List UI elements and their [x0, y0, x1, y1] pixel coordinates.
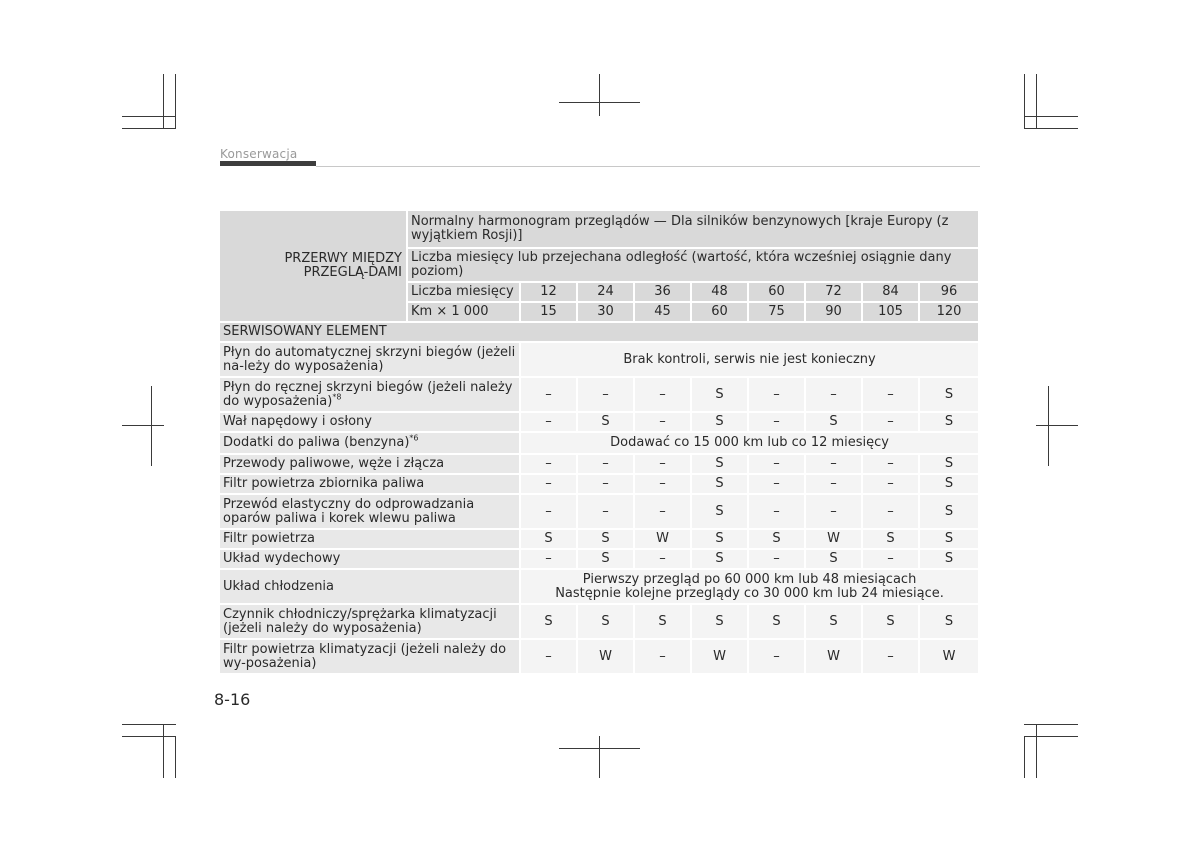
- crop-mark: [1024, 128, 1078, 129]
- section-title: Konserwacja: [220, 147, 298, 161]
- service-interval-cell: W: [578, 640, 635, 675]
- service-interval-cell: –: [749, 413, 806, 433]
- service-interval-cell: S: [692, 413, 749, 433]
- crop-mark: [1024, 74, 1025, 128]
- service-item-label: Przewód elastyczny do odprowadzania oparów paliwa i korek wlewu paliwa: [223, 496, 475, 526]
- km-value: 15: [521, 303, 578, 323]
- table-row: [220, 413, 980, 433]
- service-item-name: [220, 343, 521, 378]
- service-item-label: Układ chłodzenia: [223, 578, 335, 594]
- service-item-label: Układ wydechowy: [223, 551, 341, 566]
- service-interval-cell: S: [578, 550, 635, 570]
- service-interval-cell: S: [806, 605, 863, 640]
- months-value: 96: [920, 283, 980, 303]
- service-item-name: [220, 605, 521, 640]
- km-value: 30: [578, 303, 635, 323]
- service-interval-cell: S: [920, 413, 980, 433]
- service-note: [521, 343, 980, 378]
- service-item-name: [220, 433, 521, 455]
- service-interval-cell: –: [863, 640, 920, 675]
- service-interval-cell: S: [920, 605, 980, 640]
- service-item-label: Dodatki do paliwa (benzyna): [223, 435, 410, 450]
- service-interval-cell: S: [863, 605, 920, 640]
- service-interval-cell: W: [806, 530, 863, 550]
- service-interval-cell: –: [749, 640, 806, 675]
- service-interval-cell: S: [692, 475, 749, 495]
- section-title-bar: [220, 161, 316, 166]
- service-item-header: SERWISOWANY ELEMENT: [220, 323, 980, 343]
- service-interval-cell: S: [635, 605, 692, 640]
- service-item-name: [220, 413, 521, 433]
- service-interval-cell: –: [749, 455, 806, 475]
- service-interval-cell: –: [863, 455, 920, 475]
- crop-mark: [122, 128, 176, 129]
- service-item-name: [220, 570, 521, 605]
- service-item-label: Płyn do ręcznej skrzyni biegów (jeżeli należy do wyposażenia): [223, 379, 513, 409]
- service-interval-cell: S: [920, 455, 980, 475]
- table-row: [220, 343, 980, 378]
- service-interval-cell: –: [635, 378, 692, 413]
- service-interval-cell: S: [920, 378, 980, 413]
- service-interval-cell: S: [806, 550, 863, 570]
- service-item-label: Filtr powietrza zbiornika paliwa: [223, 476, 425, 491]
- service-interval-cell: –: [749, 495, 806, 530]
- crop-mark: [1024, 724, 1078, 725]
- service-interval-cell: –: [521, 640, 578, 675]
- service-interval-cell: S: [806, 413, 863, 433]
- service-interval-cell: –: [578, 378, 635, 413]
- intervals-header: PRZERWY MIĘDZY PRZEGLĄ-DAMI: [220, 211, 408, 323]
- registration-mark: [559, 748, 640, 749]
- registration-mark: [1048, 386, 1049, 466]
- service-interval-cell: S: [578, 413, 635, 433]
- footnote-marker: *6: [409, 433, 419, 443]
- service-item-label: Filtr powietrza: [223, 531, 316, 546]
- crop-mark: [175, 736, 176, 778]
- section-title-rule: [316, 166, 980, 167]
- registration-mark: [599, 74, 600, 116]
- service-interval-cell: –: [521, 550, 578, 570]
- service-item-label: Wał napędowy i osłony: [223, 414, 372, 429]
- table-row: [220, 455, 980, 475]
- crop-mark: [122, 724, 176, 725]
- service-interval-cell: W: [806, 640, 863, 675]
- crop-mark: [122, 736, 176, 737]
- service-item-name: [220, 378, 521, 413]
- months-value: 84: [863, 283, 920, 303]
- service-interval-cell: S: [692, 378, 749, 413]
- service-interval-cell: S: [521, 605, 578, 640]
- km-value: 75: [749, 303, 806, 323]
- service-note-line: Następnie kolejne przeglądy co 30 000 km lub 24 miesiące.: [555, 585, 944, 601]
- service-interval-cell: –: [521, 495, 578, 530]
- table-row: [220, 378, 980, 413]
- service-interval-cell: –: [863, 475, 920, 495]
- table-row: [220, 640, 980, 675]
- service-interval-cell: –: [863, 378, 920, 413]
- service-interval-cell: S: [578, 530, 635, 550]
- service-item-label: Płyn do automatycznej skrzyni biegów (jeżeli na-leży do wyposażenia): [223, 344, 516, 374]
- service-interval-cell: –: [635, 495, 692, 530]
- km-value: 120: [920, 303, 980, 323]
- service-interval-cell: –: [863, 413, 920, 433]
- registration-mark: [559, 102, 640, 103]
- service-interval-cell: –: [521, 475, 578, 495]
- table-row: [220, 433, 980, 455]
- service-item-label: Przewody paliwowe, węże i złącza: [223, 456, 445, 471]
- service-interval-cell: –: [521, 455, 578, 475]
- footnote-marker: *8: [332, 392, 342, 402]
- months-value: 60: [749, 283, 806, 303]
- service-interval-cell: –: [749, 378, 806, 413]
- registration-mark: [122, 425, 164, 426]
- service-interval-cell: –: [635, 640, 692, 675]
- table-row: [220, 475, 980, 495]
- service-interval-cell: S: [521, 530, 578, 550]
- service-item-name: [220, 640, 521, 675]
- km-value: 90: [806, 303, 863, 323]
- crop-mark: [1036, 74, 1037, 128]
- service-interval-cell: –: [521, 413, 578, 433]
- months-value: 72: [806, 283, 863, 303]
- service-interval-cell: –: [635, 550, 692, 570]
- service-note-line: Dodawać co 15 000 km lub co 12 miesięcy: [610, 435, 889, 450]
- registration-mark: [1036, 425, 1078, 426]
- service-interval-cell: W: [920, 640, 980, 675]
- crop-mark: [122, 116, 176, 117]
- service-interval-cell: S: [863, 530, 920, 550]
- km-value: 60: [692, 303, 749, 323]
- crop-mark: [163, 74, 164, 128]
- service-interval-cell: S: [692, 550, 749, 570]
- months-value: 36: [635, 283, 692, 303]
- service-item-name: [220, 495, 521, 530]
- service-interval-cell: –: [863, 550, 920, 570]
- km-value: 45: [635, 303, 692, 323]
- service-interval-cell: –: [749, 475, 806, 495]
- months-label: Liczba miesięcy: [408, 283, 521, 303]
- crop-mark: [163, 724, 164, 778]
- table-row: [220, 570, 980, 605]
- service-interval-cell: –: [578, 495, 635, 530]
- months-value: 48: [692, 283, 749, 303]
- service-interval-cell: S: [920, 530, 980, 550]
- service-interval-cell: –: [806, 475, 863, 495]
- service-interval-cell: –: [635, 475, 692, 495]
- service-interval-cell: S: [692, 605, 749, 640]
- service-item-name: [220, 550, 521, 570]
- page-number: 8-16: [214, 690, 251, 709]
- service-interval-cell: S: [692, 495, 749, 530]
- service-interval-cell: –: [635, 413, 692, 433]
- crop-mark: [1036, 724, 1037, 778]
- service-interval-cell: –: [521, 378, 578, 413]
- service-item-name: [220, 475, 521, 495]
- table-row: [220, 605, 980, 640]
- service-interval-cell: –: [749, 550, 806, 570]
- months-value: 24: [578, 283, 635, 303]
- service-item-label: Czynnik chłodniczy/sprężarka klimatyzacji (jeżeli należy do wyposażenia): [223, 606, 497, 636]
- service-interval-cell: S: [920, 550, 980, 570]
- service-interval-cell: S: [692, 455, 749, 475]
- months-value: 12: [521, 283, 578, 303]
- service-item-name: [220, 530, 521, 550]
- service-interval-cell: –: [806, 455, 863, 475]
- service-interval-cell: –: [578, 475, 635, 495]
- service-interval-cell: W: [635, 530, 692, 550]
- service-interval-cell: –: [806, 378, 863, 413]
- service-interval-cell: –: [578, 455, 635, 475]
- crop-mark: [1024, 736, 1025, 778]
- service-interval-cell: W: [692, 640, 749, 675]
- service-item-label: Filtr powietrza klimatyzacji (jeżeli należy do wy-posażenia): [223, 641, 507, 671]
- service-interval-cell: –: [635, 455, 692, 475]
- registration-mark: [151, 386, 152, 466]
- service-note: [521, 570, 980, 605]
- crop-mark: [175, 74, 176, 128]
- crop-mark: [1024, 116, 1078, 117]
- service-note-line: Brak kontroli, serwis nie jest konieczny: [623, 351, 876, 367]
- table-row: [220, 530, 980, 550]
- crop-mark: [1024, 736, 1078, 737]
- service-interval-cell: S: [749, 530, 806, 550]
- service-interval-cell: –: [863, 495, 920, 530]
- service-interval-cell: S: [578, 605, 635, 640]
- service-note-line: Pierwszy przegląd po 60 000 km lub 48 miesiącach: [582, 571, 917, 587]
- service-interval-cell: S: [920, 495, 980, 530]
- service-item-name: [220, 455, 521, 475]
- service-interval-cell: S: [749, 605, 806, 640]
- table-row: [220, 495, 980, 530]
- schedule-title: Normalny harmonogram przeglądów — Dla silników benzynowych [kraje Europy (z wyjątkiem Rosji)]: [408, 211, 980, 249]
- schedule-subtitle: Liczba miesięcy lub przejechana odległość (wartość, która wcześniej osiągnie dany poziom): [408, 249, 980, 283]
- table-row: [220, 550, 980, 570]
- km-label: Km × 1 000: [408, 303, 521, 323]
- registration-mark: [599, 736, 600, 778]
- service-interval-cell: –: [806, 495, 863, 530]
- maintenance-schedule-table: [220, 211, 980, 675]
- service-interval-cell: S: [920, 475, 980, 495]
- km-value: 105: [863, 303, 920, 323]
- service-interval-cell: S: [692, 530, 749, 550]
- service-note: [521, 433, 980, 455]
